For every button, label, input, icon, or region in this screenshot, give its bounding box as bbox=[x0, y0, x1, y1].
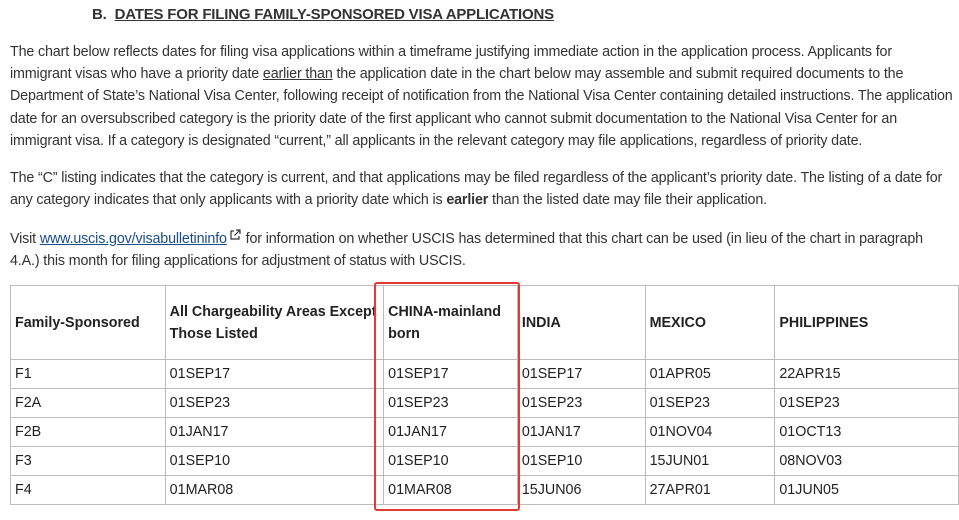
header-philippines: PHILIPPINES bbox=[775, 286, 959, 360]
cell-category: F3 bbox=[11, 447, 166, 476]
cell-philippines: 08NOV03 bbox=[775, 447, 959, 476]
paragraph-text: than the listed date may file their application. bbox=[488, 192, 767, 209]
section-heading bbox=[92, 6, 554, 23]
emphasis-text: earlier bbox=[446, 192, 489, 209]
cell-all: 01SEP10 bbox=[165, 447, 383, 476]
china-column-highlight bbox=[374, 282, 520, 511]
paragraph-text: Visit bbox=[10, 231, 40, 247]
cell-philippines: 22APR15 bbox=[775, 360, 959, 389]
cell-china: 01SEP17 bbox=[384, 360, 518, 389]
uscis-link[interactable]: www.uscis.gov/visabulletininfo bbox=[39, 231, 227, 247]
external-link-icon[interactable] bbox=[229, 229, 241, 241]
cell-mexico: 01APR05 bbox=[645, 360, 775, 389]
cell-india: 15JUN06 bbox=[517, 476, 645, 505]
header-china: CHINA-mainland born bbox=[384, 286, 518, 360]
cell-all: 01SEP17 bbox=[165, 360, 383, 389]
section-number: B. bbox=[92, 6, 107, 23]
cell-india: 01JAN17 bbox=[517, 418, 645, 447]
cell-category: F2B bbox=[11, 418, 166, 447]
cell-category: F4 bbox=[11, 476, 166, 505]
cell-mexico: 01NOV04 bbox=[645, 418, 775, 447]
emphasis-text: earlier than bbox=[262, 66, 333, 83]
uscis-paragraph bbox=[10, 228, 955, 272]
header-family-sponsored: Family-Sponsored bbox=[11, 286, 166, 360]
cell-category: F2A bbox=[11, 389, 166, 418]
cell-all: 01SEP23 bbox=[165, 389, 383, 418]
section-title: DATES FOR FILING FAMILY-SPONSORED VISA APPLICATIONS bbox=[114, 6, 554, 23]
current-listing-paragraph bbox=[10, 167, 955, 211]
cell-mexico: 27APR01 bbox=[645, 476, 775, 505]
header-mexico: MEXICO bbox=[645, 286, 775, 360]
cell-china: 01MAR08 bbox=[384, 476, 518, 505]
paragraph-text: for information on whether USCIS has determined that this chart can be used (in lieu of the chart in paragraph 4.A.) this month for filing applications for adjustment of status with USCIS. bbox=[10, 231, 923, 270]
header-india: INDIA bbox=[517, 286, 645, 360]
intro-paragraph bbox=[10, 41, 955, 152]
cell-china: 01SEP10 bbox=[384, 447, 518, 476]
cell-philippines: 01JUN05 bbox=[775, 476, 959, 505]
cell-all: 01JAN17 bbox=[165, 418, 383, 447]
cell-philippines: 01SEP23 bbox=[775, 389, 959, 418]
cell-india: 01SEP17 bbox=[517, 360, 645, 389]
paragraph-text: The “C” listing indicates that the category is current, and that applications may be filed regardless of the applicant’s priority date. The listing of a date for any category indicates that only applicants with a priority date which is bbox=[10, 170, 943, 209]
cell-india: 01SEP10 bbox=[517, 447, 645, 476]
cell-china: 01SEP23 bbox=[384, 389, 518, 418]
cell-mexico: 01SEP23 bbox=[645, 389, 775, 418]
cell-mexico: 15JUN01 bbox=[645, 447, 775, 476]
cell-philippines: 01OCT13 bbox=[775, 418, 959, 447]
cell-all: 01MAR08 bbox=[165, 476, 383, 505]
paragraph-text: the application date in the chart below may assemble and submit required documents to the Department of State’s National Visa Center, following receipt of notification from the National Visa Center containing detailed instructions. The application date for an oversubscribed category is the priority date of the first applicant who cannot submit documentation to the National Visa Center for an immigrant visa. If a category is designated “current,” all applicants in the relevant category may file applications, regardless of priority date. bbox=[10, 66, 953, 149]
header-all-chargeability: All Chargeability Areas Except Those Listed bbox=[165, 286, 383, 360]
cell-india: 01SEP23 bbox=[517, 389, 645, 418]
cell-category: F1 bbox=[11, 360, 166, 389]
cell-china: 01JAN17 bbox=[384, 418, 518, 447]
paragraph-text: The chart below reflects dates for filing visa applications within a timeframe justifying immediate action in the application process. Applicants for immigrant visas who have a priority date bbox=[10, 44, 892, 83]
